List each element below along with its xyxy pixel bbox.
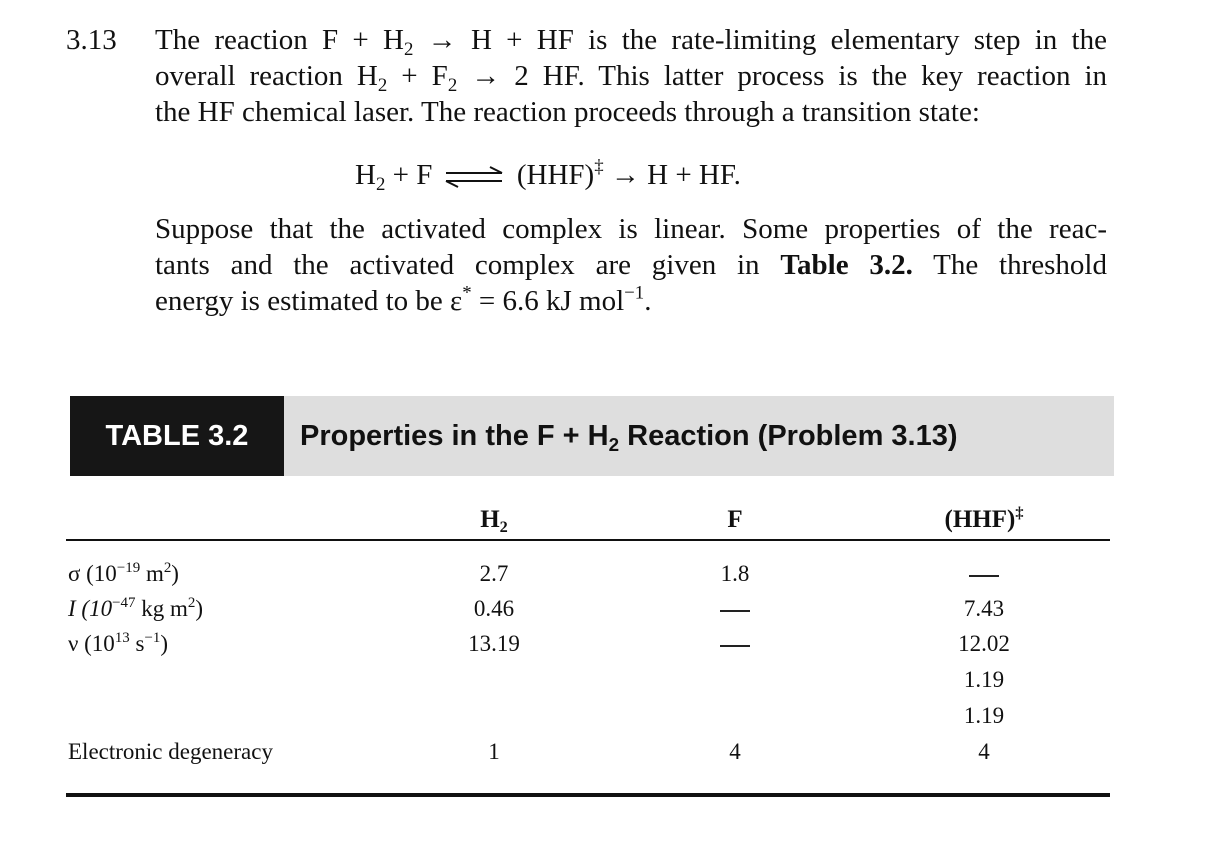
equilibrium-arrow-icon bbox=[444, 166, 506, 188]
cell-degeneracy-f: 4 bbox=[729, 739, 741, 764]
table-reference: Table 3.2. bbox=[780, 249, 913, 281]
table-title: Properties in the $F + H_2$ Reaction (Problem 3.13) bbox=[300, 420, 958, 456]
row-label-sigma: σ ($10^{-19}$ $m^2$) bbox=[68, 560, 179, 586]
cell-degeneracy-hhf: 4 bbox=[978, 739, 990, 764]
problem-body bbox=[155, 211, 1107, 319]
body-line-2: tants and the activated complex are given in Table 3.2. The threshold bbox=[155, 249, 1107, 281]
column-header-f: F bbox=[727, 506, 743, 533]
row-label-frequency: ν ($10^{13}$ $s^{-1}$) bbox=[68, 630, 169, 656]
problem-number: 3.13 bbox=[66, 24, 117, 56]
cell-inertia-h2: 0.46 bbox=[473, 596, 515, 621]
table-header-rule bbox=[66, 539, 1110, 541]
intro-line-2: overall reaction $H_2 + F_2 \to 2$ HF. This latter process is the key reaction in bbox=[155, 60, 1108, 97]
column-header-hhf: (HHF)‡ bbox=[944, 503, 1024, 533]
problem-intro bbox=[155, 22, 1107, 130]
table-bottom-rule bbox=[66, 793, 1110, 797]
intro-line-3: the HF chemical laser. The reaction proceeds through a transition state: bbox=[155, 96, 980, 128]
cell-frequency-f-dash bbox=[720, 630, 750, 658]
row-label-degeneracy: Electronic degeneracy bbox=[68, 739, 273, 764]
cell-sigma-h2: 2.7 bbox=[479, 561, 509, 586]
cell-sigma-f: 1.8 bbox=[720, 561, 750, 586]
column-header-h2: $H_2$ bbox=[480, 506, 508, 537]
cell-inertia-f-dash bbox=[720, 595, 750, 623]
table-label: TABLE 3.2 bbox=[70, 396, 284, 476]
cell-frequency-hhf-3: 1.19 bbox=[963, 703, 1005, 728]
cell-frequency-h2: 13.19 bbox=[468, 631, 520, 656]
body-line-1: Suppose that the activated complex is linear. Some properties of the reac- bbox=[155, 213, 1107, 245]
intro-line-1: The reaction $F + H_2 \to H$ + HF is the rate-limiting elementary step in the bbox=[155, 24, 1107, 61]
cell-inertia-hhf: 7.43 bbox=[963, 596, 1005, 621]
row-label-inertia: I ($10^{-47}$ kg $m^2$) bbox=[68, 595, 203, 621]
cell-degeneracy-h2: 1 bbox=[488, 739, 500, 764]
cell-frequency-hhf-1: 12.02 bbox=[958, 631, 1010, 656]
cell-frequency-hhf-2: 1.19 bbox=[963, 667, 1005, 692]
body-line-3: energy is estimated to be ε* = 6.6 kJ mol$^{-1}$. bbox=[155, 282, 652, 317]
cell-sigma-hhf-dash bbox=[969, 560, 999, 588]
reaction-equation: $H_2 + F$ (HHF)‡ → H + HF. bbox=[355, 156, 741, 196]
